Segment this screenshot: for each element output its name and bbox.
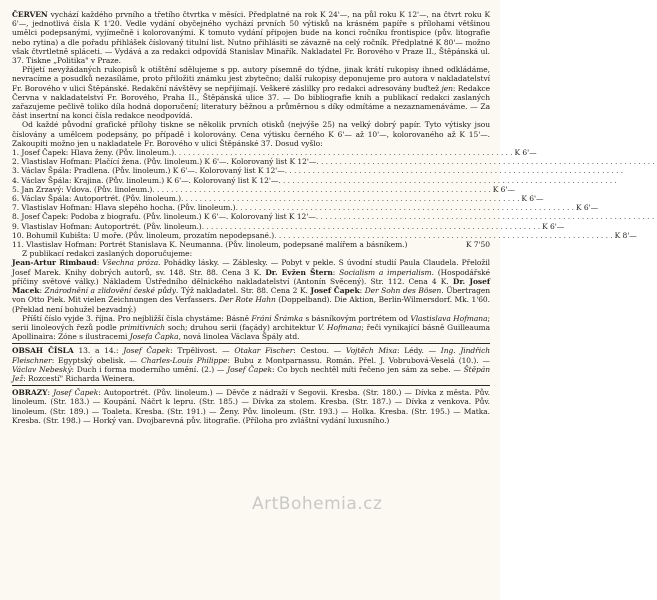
print-price: K 7'50 bbox=[465, 240, 490, 250]
rec-title: Der Sohn des Bösen bbox=[364, 286, 442, 296]
print-label: 8. Josef Čapek: Podoba z biografu. (Pův. linoleum.) K 6'—. Kolorovaný list K 12'— bbox=[12, 212, 316, 222]
contents-author: Charles-Louis Philippe bbox=[140, 355, 228, 365]
manuscripts-paragraph bbox=[12, 65, 490, 120]
contents-rest: : Rozcestí" Richarda Weinera. bbox=[23, 373, 135, 383]
rec-rest: . (Hospodářské příčiny světové války.) Nákladem Ústředního dělnického nakladatelství (Antonín Svěcený). Str. 112. Cena 4 K. bbox=[12, 267, 491, 286]
print-label: 10. Bohumil Kubišta: U moře. (Pův. linoleum, prozatím nepodepsané.) bbox=[12, 230, 275, 240]
print-price: K 6'— bbox=[521, 194, 544, 204]
recommended-heading bbox=[12, 249, 490, 258]
dot-leader: . . . . . . . . . . . . . . . . . . . . . . . . . . . . . . . . . . . . . . . . . . . . . . . . . . . . . . . . . . . . . . . . . . . . . . . . . bbox=[201, 221, 541, 231]
recommended-heading-text: Z publikací redakci zaslaných doporučujeme: bbox=[22, 249, 193, 259]
print-price: K 6'— bbox=[492, 184, 515, 194]
rec-author: Josef Čapek bbox=[310, 286, 360, 296]
print-price: K 6'— bbox=[542, 221, 565, 231]
dot-leader: . . . . . . . . . . . . . . . . . . . . . . . . . . . . . . . . . . . . . . . . . . . . . . . . . . . . . . . . . . . . . . . . . . . . . . . . . bbox=[315, 212, 655, 222]
contents-rest: : Lédy. — bbox=[396, 346, 441, 356]
contents-author: Otakar Fischer bbox=[234, 346, 294, 356]
next-italic: Fráni Šrámka bbox=[251, 313, 303, 323]
contents-author: Vojtěch Mixa bbox=[345, 346, 397, 356]
intro-text: vychází každého prvního a třetího čtvrtka v měsíci. Předplatné na rok K 24'—, na půl roku K 12'—, na čtvrt roku K 6'—, jednotlivá čísla K 1'20. Vedle vydání obyčejného vychází prvních 50 výtisků na krásném papíře s přílohami většinou umělci podepsanými, vyjímečně i kolorovanými. K tomuto vydání připojen bude na konci ročníku frontispice (pův. litografie nebo rytina) a dle pořadu přihlášek číslovaný titulní list. Nutno přihlásiti se závazně na celý ročník. Předplatné K 80'— možno však čtvrtletně spláceti. — Vydává a za redakci odpovídá Stanislav Minařík. Nakladatel Fr. Borového v Praze II., Štěpánská ul. 37. Tiskne „Politika" v Praze. bbox=[12, 10, 490, 66]
contents-rest: : Egyptský obelisk. — bbox=[51, 355, 141, 365]
next-text: s básníkovým portrétem od bbox=[302, 313, 411, 323]
print-item bbox=[12, 203, 599, 213]
print-label: 7. Vlastislav Hofman: Hlava slepého hocha. (Pův. linoleum.) bbox=[12, 203, 236, 213]
print-item bbox=[12, 221, 565, 231]
next-italic: V. Hofmana bbox=[317, 322, 362, 332]
contents-rest: : Co bych nechtěl míti řečeno jen sám za sebe. — bbox=[271, 364, 464, 374]
rec-title: Der Rote Hahn bbox=[219, 295, 276, 305]
next-text: soch; druhou serii (façády) architektur bbox=[165, 322, 318, 332]
rec-author: Jean-Artur Rimbaud bbox=[12, 258, 97, 268]
prints-list bbox=[12, 148, 655, 250]
print-item bbox=[12, 240, 490, 249]
contents-rest: : Cestou. — bbox=[293, 346, 346, 356]
contents-author: Ing. Jindřich Fleischner bbox=[12, 346, 490, 365]
contents-rest: : Bubu z Montparnassu. Román. Přel. J. Vobrubová-Veselá (10.). — bbox=[227, 355, 490, 365]
divider bbox=[12, 385, 490, 386]
manuscripts-italic: jen bbox=[441, 83, 453, 93]
rec-title: Socialism a imperialism bbox=[339, 267, 432, 277]
dot-leader: . . . . . . . . . . . . . . . . . . . . . . . . . . . . . . . . . . . . . . . . . . . . . . . . . . . . . . . . . . . . . . . . . . . . . . . . . bbox=[152, 184, 491, 194]
print-label: 11. Vlastislav Hofman: Portrét Stanislava K. Neumanna. (Pův. linoleum, podepsané malířem a básníkem.) bbox=[12, 240, 408, 250]
contents-numbers: 13. a 14.: bbox=[73, 346, 124, 356]
print-label: 4. Václav Špála: Krajina. (Pův. linoleum.) K 6'—. Kolorovaný list K 12'— bbox=[12, 175, 279, 185]
next-italic: Vlastislava Hofmana bbox=[410, 313, 488, 323]
print-price: K 8'— bbox=[614, 230, 637, 240]
print-item bbox=[12, 194, 544, 204]
print-price bbox=[617, 176, 619, 185]
dot-leader: . . . . . . . . . . . . . . . . . . . . . . . . . . . . . . . . . . . . . . . . . . . . . . . . . . . . . . . . . . . . . . . . . . . . . . . . . bbox=[316, 157, 655, 167]
dot-leader: . . . . . . . . . . . . . . . . . . . . . . . . . . . . . . . . . . . . . . . . . . . . . . . . . . . . . . . . . . . . . . . . . . . . . . . . . bbox=[278, 175, 617, 185]
next-text: Příští číslo vyjde 3. října. Pro nejbližší čísla chystáme: Básně bbox=[22, 313, 252, 323]
print-label: 3. Václav Špála: Pradlena. (Pův. linoleum.) K 6'—. Kolorovaný list K 12'— bbox=[12, 166, 285, 176]
rec-author: Dr. Evžen Štern bbox=[265, 267, 333, 277]
images-heading: OBRAZY bbox=[12, 388, 48, 398]
rec-title: Znárodnění a zlidovění české půdy bbox=[44, 286, 176, 296]
rec-author: Dr. Josef Macek bbox=[12, 276, 490, 296]
print-item bbox=[12, 148, 537, 158]
manuscripts-text-end: : Redakce Června v nakladatelství Fr. Borového, Praha II., Štěpánská ulice 37. — Do bibliografie knih a publikací redakci zaslaných zařazujeme pečlivě toliko díla hodná doporučení; literatury běžnou a průměrnou s díky odmítáme a nezaznamenáváme. — Za část insertní na konci čísla redakce neodpovídá. bbox=[12, 83, 490, 121]
dot-leader: . . . . . . . . . . . . . . . . . . . . . . . . . . . . . . . . . . . . . . . . . . . . . . . . . . . . . . . . . . . . . . . . . . . . . . . . . bbox=[174, 148, 513, 158]
print-label: 9. Vlastislav Hofman: Autoportrét. (Pův. linoleum.) bbox=[12, 221, 202, 231]
print-price bbox=[655, 157, 657, 166]
print-price: K 6'— bbox=[514, 148, 537, 158]
print-item bbox=[12, 230, 637, 240]
contents-author: Josef Čapek bbox=[227, 364, 272, 374]
rec-rest: (Doppelband). Die Aktion, Berlin-Wilmersdorf. Mk. 1'60. (Překlad není bohužel bezvadný.) bbox=[12, 295, 490, 314]
print-price bbox=[654, 212, 656, 221]
manuscripts-text: Přijetí nevyžádaných rukopisů k otištění sdělujeme s pp. autory písemně do týdne, jinak krátí rukopisy ihned odkládáme, nevracíme a posudků nezasíláme, proto přiložiti známku jest zbytečno; další rukopisy deponujeme pro autora v nakladatelství Fr. Borového v ulici Štěpánské. Redakční návštěvy se nepřijímají. Veškeré záslilky pro redakci adresovány buďtež bbox=[12, 65, 490, 93]
print-item bbox=[12, 166, 624, 176]
dot-leader: . . . . . . . . . . . . . . . . . . . . . . . . . . . . . . . . . . . . . . . . . . . . . . . . . . . . . . . . . . . . . . . . . . . . . . . . . bbox=[180, 194, 520, 204]
next-italic: Josefa Čapka bbox=[129, 332, 179, 342]
intro-paragraph bbox=[12, 10, 490, 65]
print-label: 6. Václav Špála: Autoportrét. (Pův. linoleum.) bbox=[12, 194, 181, 204]
contents-paragraph bbox=[12, 346, 490, 383]
print-label: 2. Vlastislav Hofman: Plačící žena. (Pův. linoleum.) K 6'—. Kolorovaný list K 12'— bbox=[12, 157, 317, 167]
rec-title: Všechna próza bbox=[102, 258, 159, 268]
images-author: Josef Čapek bbox=[53, 388, 99, 398]
print-item bbox=[12, 175, 617, 185]
contents-heading: OBSAH ČÍSLA bbox=[12, 346, 74, 356]
dot-leader: . . . . . . . . . . . . . . . . . . . . . . . . . . . . . . . . . . . . . . . . . . . . . . . . . . . . . . . . . . . . . . . . . . . . . . . . . bbox=[235, 203, 574, 213]
next-italic: primitivních bbox=[119, 322, 166, 332]
rec-rest: . Übertragen von Otto Piek. Mit vielen Zeichnungen des Verfassers. bbox=[12, 286, 491, 305]
contents-rest: : Trpělivost. — bbox=[170, 346, 235, 356]
print-label: 5. Jan Zrzavý: Vdova. (Pův. linoleum.) bbox=[12, 184, 153, 194]
next-text: ; serii linoleových řezů podle bbox=[12, 313, 490, 332]
page-text bbox=[12, 10, 655, 425]
rec-rest: . Pohádky lásky. — Záblesky. — Pobyt v pekle. S úvodní studií Paula Claudela. Přeložil Josef Marek. Knihy dobrých autorů, sv. 148. Str. 88. Cena 3 K. bbox=[12, 258, 490, 277]
print-item bbox=[12, 184, 515, 194]
print-item bbox=[12, 157, 655, 167]
print-label: 1. Josef Čapek: Hlava ženy. (Pův. linoleum.) bbox=[12, 148, 175, 158]
dot-leader: . . . . . . . . . . . . . . . . . . . . . . . . . . . . . . . . . . . . . . . . . . . . . . . . . . . . . . . . . . . . . . . . . . . . . . . . . bbox=[274, 230, 613, 240]
rec-rest: . Týž nakladatel. Str. 88. Cena 2 K. bbox=[175, 286, 308, 296]
watermark: ArtBohemia.cz bbox=[252, 494, 383, 514]
prints-paragraph bbox=[12, 120, 490, 148]
images-rest: : Autoportrét. (Pův. linoleum.) — Děvče z nádraží v Segovii. Kresba. (Str. 180.) — Dívka z města. Pův. linoleum. (Str. 183.) — Koupání. Náčrt k lepru. (Str. 185.) — Dívka za stolem. Kresba. (Str. 187.) — Dívka z venkova. Pův. linoleum. (Str. 189.) — Toaleta. Kresba. (Str. 191.) — Ženy. Pův. linoleum. (Str. 193.) — Holka. Kresba. (Str. 195.) — Matka. Kresba. (Str. 198.) — Horký van. Dvojbarevná pův. litografie. (Příloha pro zvláštní vydání luxusního.) bbox=[12, 388, 490, 425]
print-price: K 6'— bbox=[576, 203, 599, 213]
cerven-title: ČERVEN bbox=[12, 10, 48, 19]
images-paragraph: OBRAZY: Josef Čapek: Autoportrét. (Pův. linoleum.) — Děvče z nádraží v Segovii. Kresba. (Str. 180.) — Dívka z města. Pův. linoleum. (Str. 183.) — Koupání. Náčrt k lepru. (Str. 185.) — Dívka za stolem. Kresba. (Str. 187.) — Dívka z venkova. Pův. linoleum. (Str. 189.) — Toaleta. Kresba. (Str. 191.) — Ženy. Pův. linoleum. (Str. 193.) — Holka. Kresba. (Str. 195.) — Matka. Kresba. (Str. 198.) — Horký van. Dvojbarevná pův. litografie. (Příloha pro zvláštní vydání luxusního.) bbox=[12, 388, 490, 425]
contents-author: Štěpán Jež bbox=[12, 364, 490, 383]
print-item bbox=[12, 212, 655, 222]
prints-text: Od každé původní grafické přílohy tiskne se několik prvních otisků (nejvýše 25) na velký dobrý papír. Tyto výtisky jsou číslovány a umělcem podepsány, po případě i kolorovány. Cena výtisku černého K 6'— až 10'—, kolorovaného až K 15'—. Zakoupiti možno jen u nakladatele Fr. Borového v ulici Štěpánské 37. Dosud vyšlo: bbox=[12, 120, 490, 148]
next-text: , nová linolea Václava Špály atd. bbox=[178, 332, 300, 342]
contents-rest: : Duch i forma moderního umění. (2.) — bbox=[71, 364, 228, 374]
divider bbox=[12, 343, 490, 344]
recommended-item: Jean-Artur Rimbaud: Všechna próza. Pohádky lásky. — Záblesky. — Pobyt v pekle. S úvodní studií Paula Claudela. Přeložil Josef Marek. Knihy dobrých autorů, sv. 148. Str. 88. Cena 3 K. Dr. Evžen Štern: Socialism a imperialism. (Hospodářské příčiny světové války.) Nákladem Ústředního dělnického nakladatelství (Antonín Svěcený). Str. 112. Cena 4 K. Dr. Josef Macek: Znárodnění a zlidovění české půdy. Týž nakladatel. Str. 88. Cena 2 K. Josef Čapek: Der Sohn des Bösen. Übertragen von Otto Piek. Mit vielen Zeichnungen des Verfassers. Der Rote Hahn (Doppelband). Die Aktion, Berlin-Wilmersdorf. Mk. 1'60. (Překlad není bohužel bezvadný.) bbox=[12, 258, 491, 314]
dot-leader: . . . . . . . . . . . . . . . . . . . . . . . . . . . . . . . . . . . . . . . . . . . . . . . . . . . . . . . . . . . . . . . . . . . . . . . . . bbox=[284, 166, 624, 176]
contents-author: Václav Nebeský bbox=[12, 364, 72, 374]
next-issue-paragraph bbox=[12, 314, 490, 342]
next-text: ; řeči vynikající básně Guilleauma Apollinaira: Zóne s ilustracemi bbox=[12, 322, 490, 342]
print-price bbox=[623, 166, 625, 175]
contents-author: Josef Čapek bbox=[123, 346, 171, 356]
